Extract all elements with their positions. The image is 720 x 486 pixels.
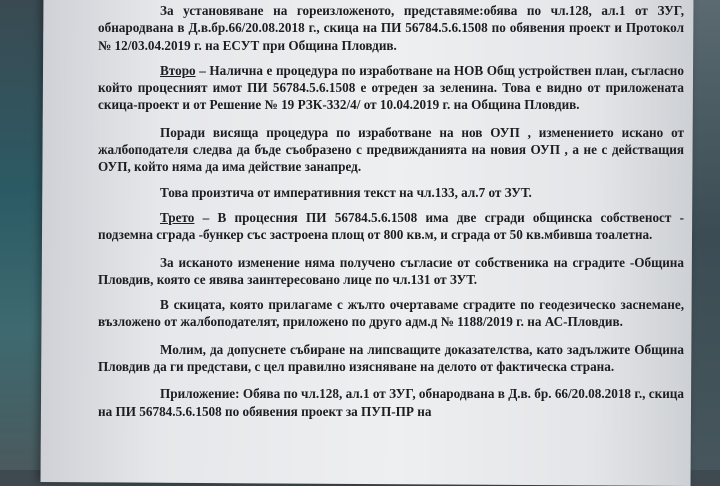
document-page — [98, 2, 684, 420]
heading-third: Трето — [160, 209, 195, 225]
heading-second: Второ — [160, 62, 196, 78]
paragraph-evidence: За установяване на гореизложеното, представяме:обява по чл.128, ал.1 от ЗУГ, обнародвана в Д.в.бр.66/20.08.2018 г., скица на ПИ 56784.5.6.1508 по обявения проект и Протокол № 12/03.04.2019 г. на ЕСУТ при Община Пловдив. — [98, 3, 684, 53]
paragraph-second-text: – Налична е процедура по изработване на НОВ Общ устройствен план, съгласно който процесният имот ПИ 56784.5.6.1508 е отреден за зеленина. Това е видно от приложената скица-проект и от Решение № 19 РЗК-332/4/ от 10.04.2019 г. на Община Пловдив. — [98, 62, 684, 113]
paragraph-third-text: – В процесния ПИ 56784.5.6.1508 има две сгради общинска собственост - подземна сграда -бункер със застроена площ от 800 кв.м, и сграда от 50 кв.мбивша тоалетна. — [98, 209, 684, 243]
paragraph-attachment: Приложение: Обява по чл.128, ал.1 от ЗУГ, обнародвана в Д.в. бр. 66/20.08.2018 г., скица на ПИ 56784.5.6.1508 по обявения проект за ПУП-ПР на — [98, 386, 684, 419]
paragraph-sketch: В скицата, която прилагаме с жълто очертаваме сградите по геодезическо заснемане, възложено от жалбоподателят, приложено по друго адм.д № 1188/2019 г. на АС-Пловдив. — [98, 297, 684, 330]
paragraph-request: Молим, да допуснете събиране на липсващите доказателства, като задължите Община Пловдив да ги представи, с цел правилно изясняване на делото от фактическа страна. — [98, 341, 684, 375]
paragraph-imperative-text: Това произтича от императивния текст на чл.133, ал.7 от ЗУТ. — [160, 184, 532, 200]
paragraph-third — [98, 209, 684, 244]
paragraph-pending-procedure: Поради висяща процедура по изработване на нов ОУП , изменението искано от жалбоподателя следва да бъде съобразено с предвижданията на новия ОУП , а не с действащия ОУП, който няма да има действие занапред. — [98, 124, 684, 175]
paragraph-second — [98, 62, 684, 114]
paragraph-no-consent: За исканото изменение няма получено съгласие от собственика на сградите -Община Пловдив, която се явява заинтересовано лице по чл.131 от ЗУТ. — [98, 254, 684, 287]
